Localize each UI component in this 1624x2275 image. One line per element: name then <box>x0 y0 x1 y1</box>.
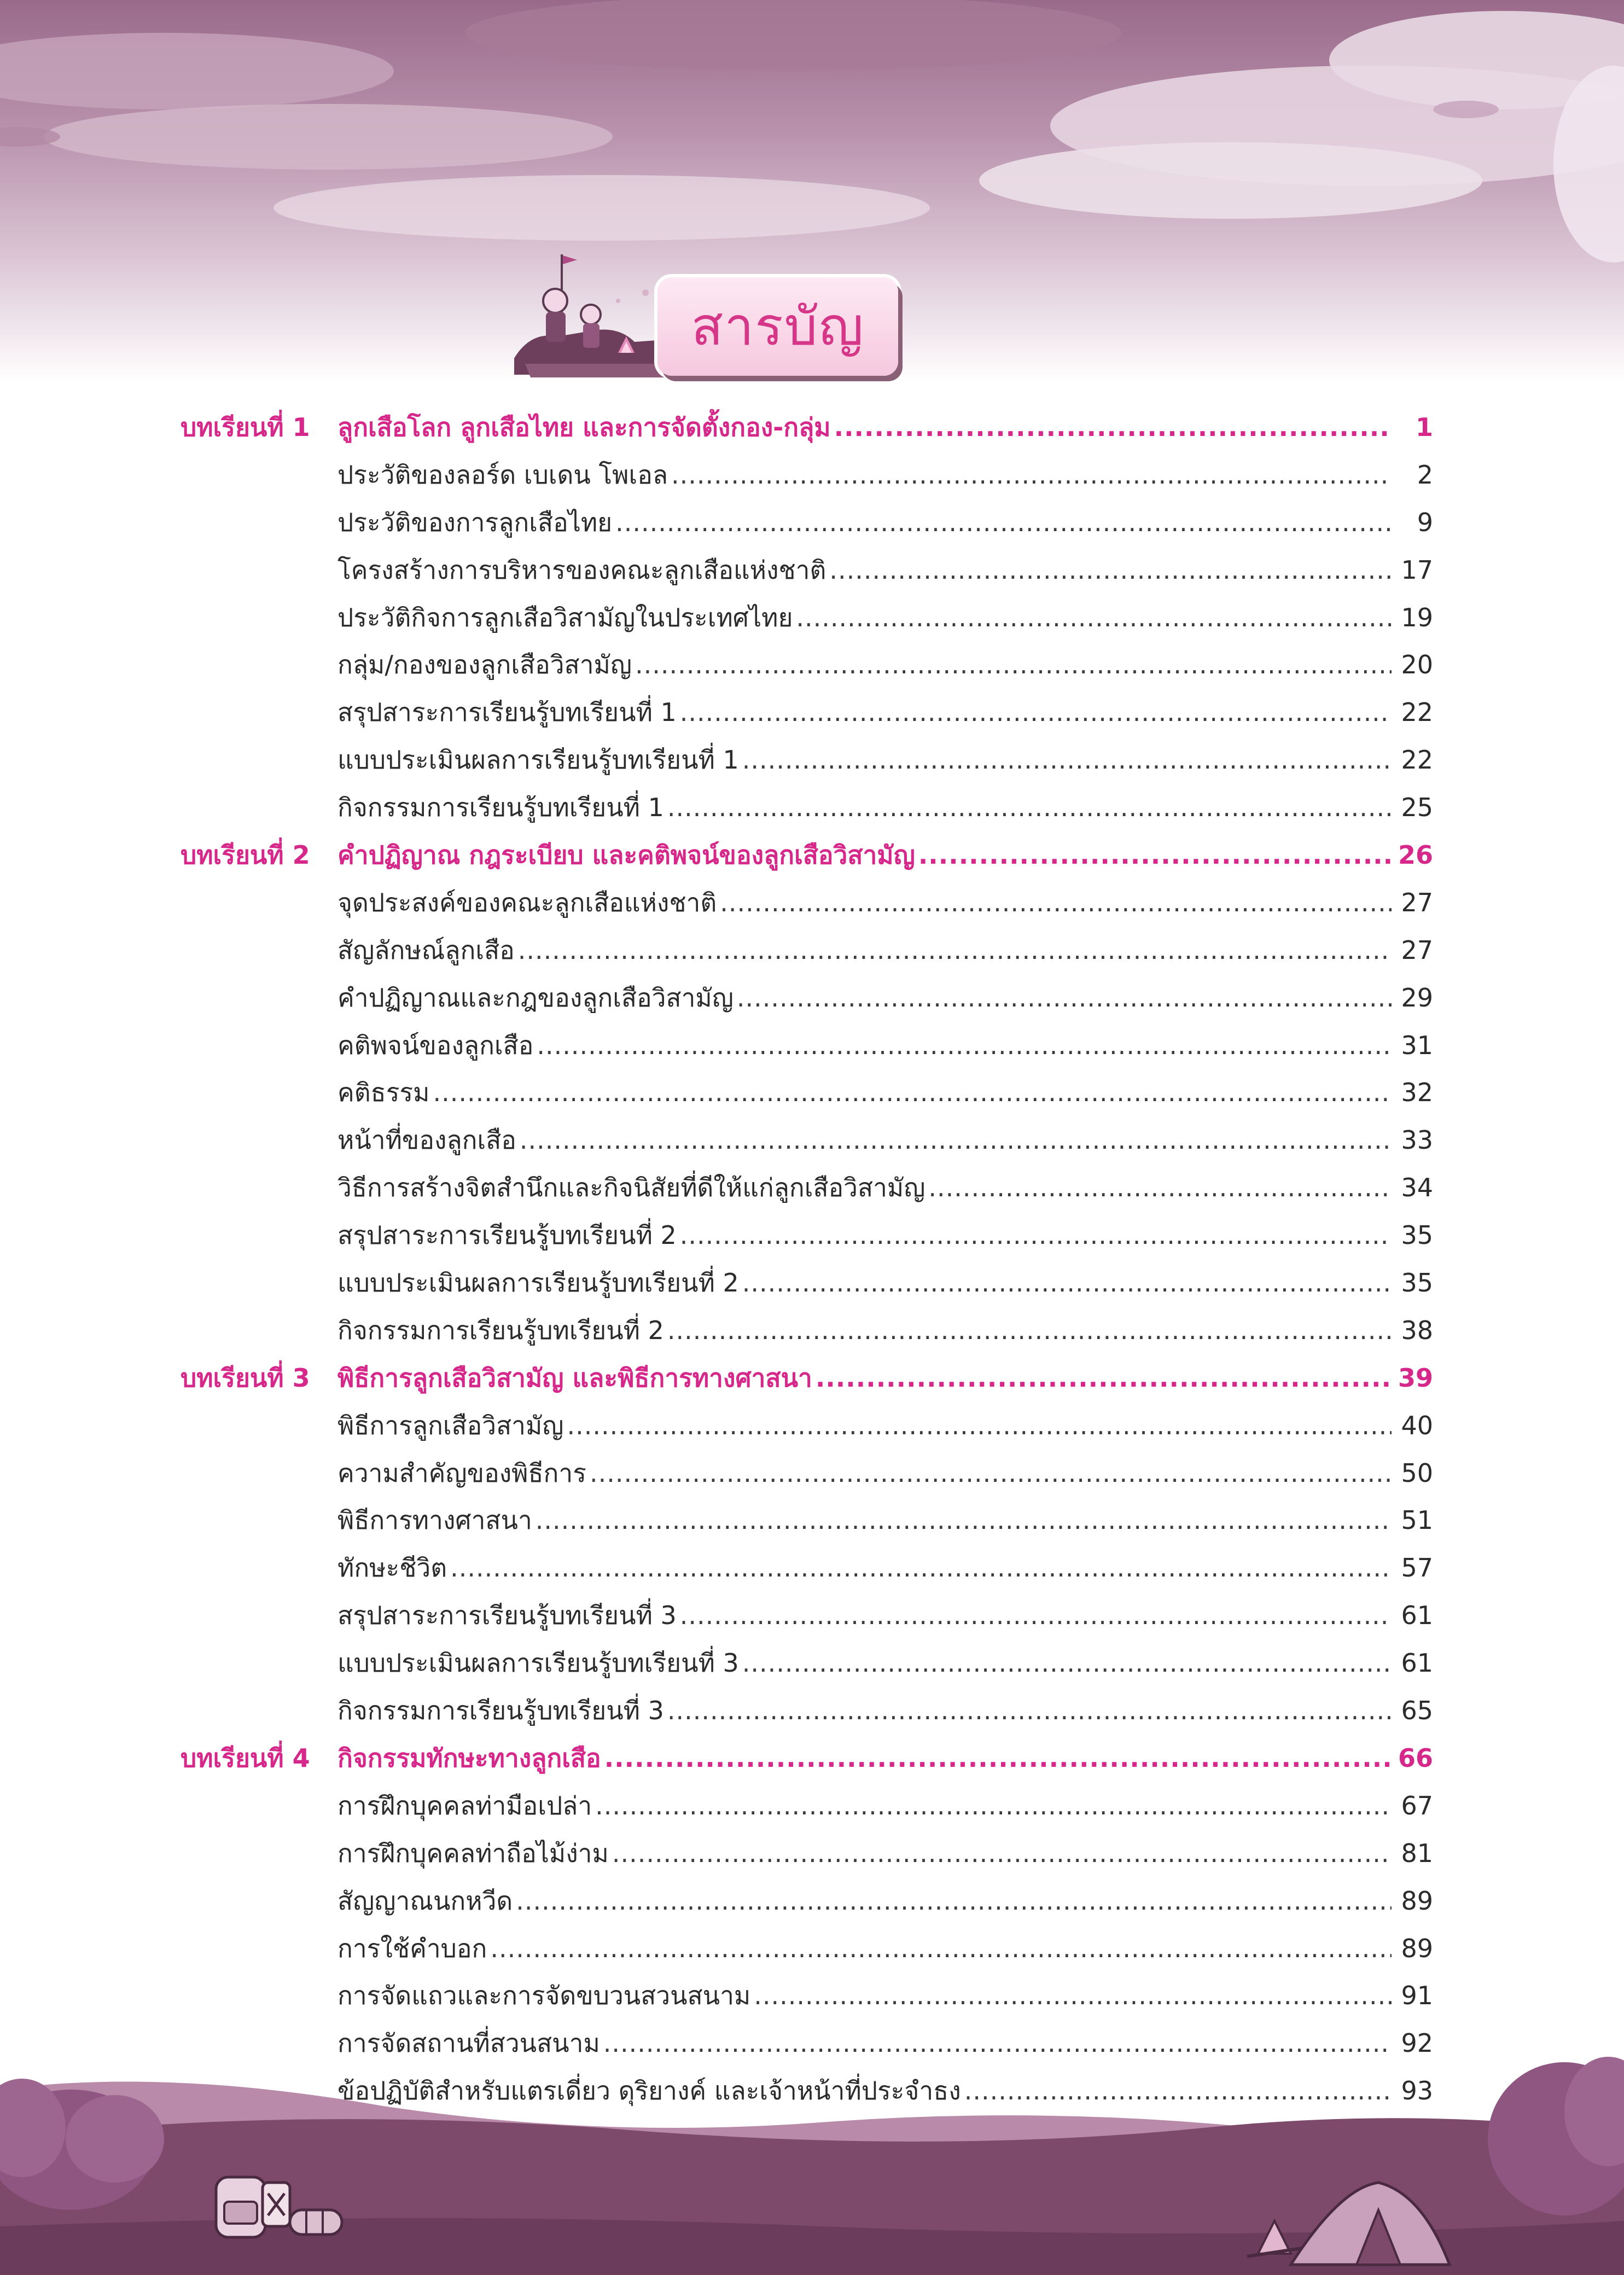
entry-title: การจัดสถานที่สวนสนาม <box>337 2028 600 2058</box>
entry-title: ข้อปฏิบัติสำหรับแตรเดี่ยว ดุริยางค์ และเจ้าหน้าที่ประจำธง <box>337 2076 961 2106</box>
dot-leader <box>680 1220 1392 1250</box>
entry-title: สรุปสาระการเรียนรู้บทเรียนที่ 1 <box>337 697 677 728</box>
toc-entry[interactable] <box>181 1643 1433 1691</box>
chapter-number: บทเรียนที่ 4 <box>181 1743 310 1773</box>
dot-leader <box>754 1981 1392 2010</box>
page-number: 38 <box>1401 1315 1433 1345</box>
dot-leader <box>667 1316 1392 1345</box>
page-number: 9 <box>1417 507 1433 537</box>
toc-entry[interactable] <box>181 1263 1433 1311</box>
chapter-number: บทเรียนที่ 2 <box>181 840 310 870</box>
toc-entry[interactable] <box>181 1311 1433 1358</box>
dot-leader <box>516 1886 1392 1916</box>
entry-title: วิธีการสร้างจิตสำนึกและกิจนิสัยที่ดีให้แก่ลูกเสือวิสามัญ <box>337 1173 925 1203</box>
page-number: 25 <box>1401 793 1433 823</box>
dot-leader <box>450 1553 1392 1582</box>
dot-leader <box>720 888 1392 917</box>
page-number: 51 <box>1401 1505 1433 1535</box>
page-number: 29 <box>1401 982 1433 1013</box>
toc-entry[interactable] <box>181 1834 1433 1881</box>
toc-entry[interactable] <box>181 1929 1433 1976</box>
toc-chapter-1[interactable] <box>181 408 1433 455</box>
entry-title: คติธรรม <box>337 1078 430 1108</box>
page-number: 50 <box>1401 1458 1433 1488</box>
entry-title: โครงสร้างการบริหารของคณะลูกเสือแห่งชาติ <box>337 555 826 585</box>
entry-title: กิจกรรมการเรียนรู้บทเรียนที่ 1 <box>337 793 664 823</box>
dot-leader <box>680 697 1392 727</box>
toc-chapter-2[interactable] <box>181 835 1433 883</box>
page-number: 65 <box>1401 1696 1433 1726</box>
page-number: 1 <box>1415 412 1433 442</box>
entry-title: สัญลักษณ์ลูกเสือ <box>337 935 515 965</box>
toc-entry[interactable] <box>181 1453 1433 1501</box>
dot-leader <box>737 983 1392 1013</box>
toc-entry[interactable] <box>181 1976 1433 2023</box>
entry-title: ประวัติกิจการลูกเสือวิสามัญในประเทศไทย <box>337 602 793 632</box>
toc-entry[interactable] <box>181 1596 1433 1643</box>
toc-entry[interactable] <box>181 645 1433 693</box>
entry-title: กลุ่ม/กองของลูกเสือวิสามัญ <box>337 650 632 680</box>
page-number: 19 <box>1401 602 1433 632</box>
table-of-contents <box>181 408 1433 2119</box>
page-title: สารบัญ <box>691 296 865 357</box>
page-number: 89 <box>1401 1886 1433 1916</box>
dot-leader <box>742 1648 1392 1678</box>
page-number: 26 <box>1398 840 1433 870</box>
page-number: 93 <box>1401 2076 1433 2106</box>
toc-entry[interactable] <box>181 1406 1433 1453</box>
entry-title: การจัดแถวและการจัดขบวนสวนสนาม <box>337 1981 751 2011</box>
toc-entry[interactable] <box>181 693 1433 740</box>
entry-title: กิจกรรมการเรียนรู้บทเรียนที่ 3 <box>337 1696 664 1726</box>
dot-leader <box>490 1934 1392 1963</box>
page-number: 81 <box>1401 1838 1433 1868</box>
toc-entry[interactable] <box>181 1215 1433 1263</box>
page-number: 35 <box>1401 1220 1433 1250</box>
page-number: 61 <box>1401 1648 1433 1678</box>
page-number: 2 <box>1417 459 1433 490</box>
toc-entry[interactable] <box>181 503 1433 550</box>
dot-leader <box>615 508 1392 537</box>
entry-title: สรุปสาระการเรียนรู้บทเรียนที่ 3 <box>337 1601 677 1631</box>
sleeping-bag-icon <box>290 2210 342 2235</box>
toc-entry[interactable] <box>181 1026 1433 1073</box>
entry-title: การฝึกบุคคลท่าถือไม้ง่าม <box>337 1838 609 1868</box>
page-number: 92 <box>1401 2028 1433 2058</box>
toc-entry[interactable] <box>181 1691 1433 1738</box>
dot-leader <box>667 1696 1392 1725</box>
page-number: 57 <box>1401 1553 1433 1583</box>
dot-leader <box>535 1505 1392 1535</box>
page-number: 91 <box>1401 1981 1433 2011</box>
entry-title: แบบประเมินผลการเรียนรู้บทเรียนที่ 3 <box>337 1648 739 1678</box>
entry-title: หน้าที่ของลูกเสือ <box>337 1125 516 1155</box>
dot-leader <box>667 793 1392 822</box>
toc-entry[interactable] <box>181 1168 1433 1215</box>
dot-leader <box>518 935 1392 965</box>
toc-entry[interactable] <box>181 1881 1433 1929</box>
page-number: 20 <box>1401 650 1433 680</box>
entry-title: คติพจน์ของลูกเสือ <box>337 1030 534 1060</box>
toc-chapter-4[interactable] <box>181 1738 1433 1786</box>
page-number: 27 <box>1401 935 1433 965</box>
page-number: 27 <box>1401 887 1433 917</box>
dot-leader <box>742 1268 1392 1297</box>
entry-title: แบบประเมินผลการเรียนรู้บทเรียนที่ 1 <box>337 745 739 775</box>
page-number: 17 <box>1401 555 1433 585</box>
title-banner <box>509 249 946 397</box>
entry-title: คำปฏิญาณและกฎของลูกเสือวิสามัญ <box>337 982 734 1013</box>
entry-title: ทักษะชีวิต <box>337 1553 447 1583</box>
entry-title: แบบประเมินผลการเรียนรู้บทเรียนที่ 2 <box>337 1268 739 1298</box>
entry-title: กิจกรรมการเรียนรู้บทเรียนที่ 2 <box>337 1315 664 1345</box>
toc-chapter-3[interactable] <box>181 1358 1433 1406</box>
chapter-number: บทเรียนที่ 1 <box>181 412 310 442</box>
dot-leader <box>680 1601 1392 1630</box>
entry-title: พิธีการทางศาสนา <box>337 1505 532 1535</box>
ground-landscape <box>0 2046 1624 2275</box>
dot-leader <box>567 1411 1392 1440</box>
toc-entry[interactable] <box>181 1500 1433 1548</box>
lantern-icon <box>263 2183 290 2226</box>
page-number: 35 <box>1401 1268 1433 1298</box>
entry-title: ประวัติของลอร์ด เบเดน โพเอล <box>337 459 668 490</box>
toc-entry[interactable] <box>181 455 1433 503</box>
page-number: 33 <box>1401 1125 1433 1155</box>
dot-leader <box>928 1173 1392 1202</box>
dot-leader <box>834 412 1392 442</box>
page-number: 32 <box>1401 1078 1433 1108</box>
entry-title: การฝึกบุคคลท่ามือเปล่า <box>337 1790 592 1820</box>
page-number: 22 <box>1401 697 1433 728</box>
chapter-title: คำปฏิญาณ กฎระเบียบ และคติพจน์ของลูกเสือวิสามัญ <box>337 840 915 870</box>
toc-entry[interactable] <box>181 930 1433 978</box>
dot-leader <box>520 1125 1392 1155</box>
page-number: 39 <box>1398 1363 1433 1393</box>
chapter-title: พิธีการลูกเสือวิสามัญ และพิธีการทางศาสนา <box>337 1363 812 1393</box>
toc-entry[interactable] <box>181 1120 1433 1168</box>
toc-entry[interactable] <box>181 1786 1433 1834</box>
entry-title: ความสำคัญของพิธีการ <box>337 1458 586 1488</box>
toc-entry[interactable] <box>181 1073 1433 1120</box>
entry-title: สัญญาณนกหวีด <box>337 1886 513 1916</box>
dot-leader <box>537 1031 1392 1060</box>
chapter-title: ลูกเสือโลก ลูกเสือไทย และการจัดตั้งกอง-กลุ่ม <box>337 412 831 442</box>
dot-leader <box>816 1363 1392 1393</box>
chapter-number: บทเรียนที่ 3 <box>181 1363 310 1393</box>
entry-title: สรุปสาระการเรียนรู้บทเรียนที่ 2 <box>337 1220 677 1250</box>
page-number: 31 <box>1401 1030 1433 1060</box>
entry-title: พิธีการลูกเสือวิสามัญ <box>337 1410 564 1440</box>
entry-title: จุดประสงค์ของคณะลูกเสือแห่งชาติ <box>337 887 717 917</box>
dot-leader <box>671 460 1392 490</box>
dot-leader <box>595 1791 1392 1820</box>
entry-title: ประวัติของการลูกเสือไทย <box>337 507 613 537</box>
backpack-icon <box>216 2177 265 2237</box>
dot-leader <box>829 555 1392 585</box>
dot-leader <box>612 1838 1392 1868</box>
page-number: 89 <box>1401 1933 1433 1963</box>
page-number: 66 <box>1398 1743 1433 1773</box>
toc-entry[interactable] <box>181 978 1433 1026</box>
toc-entry[interactable] <box>181 1548 1433 1596</box>
page-number: 34 <box>1401 1173 1433 1203</box>
page-number: 40 <box>1401 1410 1433 1440</box>
dot-leader <box>590 1458 1392 1488</box>
dot-leader <box>635 650 1392 679</box>
dot-leader <box>742 745 1392 775</box>
toc-entry[interactable] <box>181 883 1433 930</box>
page-number: 61 <box>1401 1601 1433 1631</box>
chapter-title: กิจกรรมทักษะทางลูกเสือ <box>337 1743 601 1773</box>
toc-entry[interactable] <box>181 788 1433 835</box>
entry-title: การใช้คำบอก <box>337 1933 487 1963</box>
dot-leader <box>604 1743 1392 1773</box>
dot-leader <box>433 1078 1392 1107</box>
toc-entry[interactable] <box>181 740 1433 788</box>
toc-entry[interactable] <box>181 550 1433 598</box>
dot-leader <box>796 603 1392 632</box>
page-number: 22 <box>1401 745 1433 775</box>
title-box <box>657 277 898 376</box>
page-number: 67 <box>1401 1790 1433 1820</box>
dot-leader <box>918 840 1392 870</box>
toc-entry[interactable] <box>181 598 1433 645</box>
